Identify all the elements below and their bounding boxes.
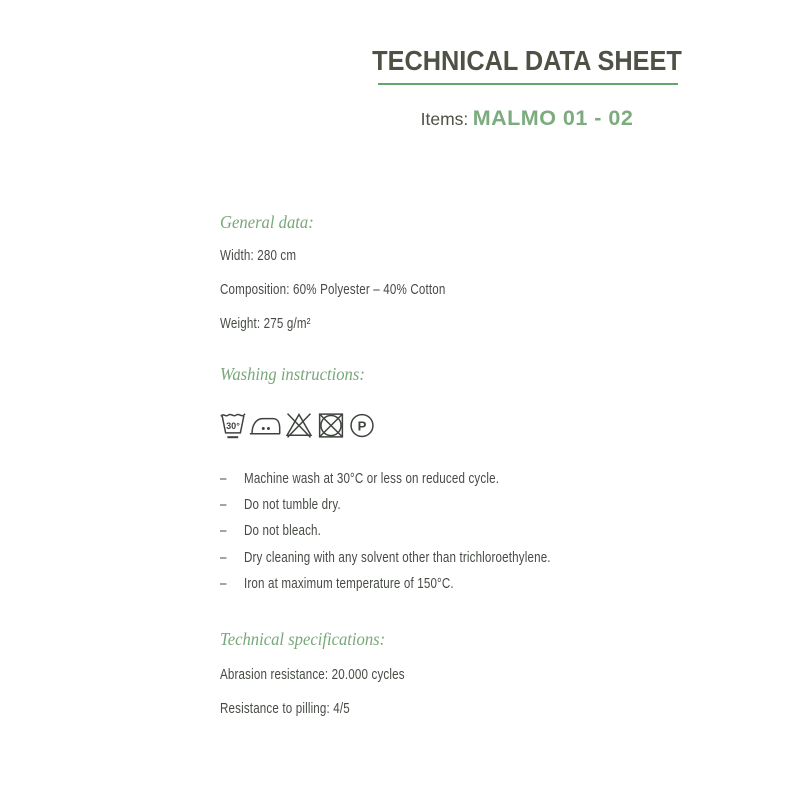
- do-not-tumble-dry-icon: [317, 410, 345, 441]
- bullet-dash: –: [220, 576, 227, 592]
- wash-30-reduced-icon: [220, 410, 246, 441]
- washing-bullet-1: [220, 470, 499, 488]
- general-row-width: Width: 280 cm: [220, 248, 297, 264]
- general-data-heading: General data:: [220, 212, 314, 232]
- technical-row-abrasion: Abrasion resistance: 20.000 cycles: [220, 667, 405, 683]
- bullet-dash: –: [220, 523, 227, 539]
- dry-clean-p-icon: [348, 410, 376, 441]
- bullet-text: Machine wash at 30°C or less on reduced cycle.: [244, 471, 500, 487]
- general-row-weight: Weight: 275 g/m²: [220, 316, 311, 332]
- wash-temp-label: 30°: [226, 420, 240, 431]
- items-line: [327, 104, 727, 135]
- washing-bullet-3: [220, 522, 321, 540]
- bullet-text: Dry cleaning with any solvent other than trichloroethylene.: [244, 550, 551, 566]
- bullet-text: Do not tumble dry.: [244, 497, 341, 513]
- items-value: MALMO 01 - 02: [472, 106, 634, 130]
- page-title: TECHNICAL DATA SHEET: [372, 45, 682, 76]
- technical-specifications-heading: Technical specifications:: [220, 629, 386, 649]
- iron-medium-heat-icon: [249, 410, 281, 441]
- washing-bullet-4: [220, 549, 551, 567]
- care-symbols-row: [220, 410, 376, 441]
- items-label: Items:: [420, 109, 469, 129]
- title-underline: [378, 83, 678, 85]
- dry-clean-letter: P: [357, 418, 367, 434]
- bullet-dash: –: [220, 550, 227, 566]
- bullet-text: Iron at maximum temperature of 150°C.: [244, 576, 454, 592]
- washing-bullet-5: [220, 575, 454, 593]
- do-not-bleach-icon: [284, 410, 314, 441]
- technical-row-pilling: Resistance to pilling: 4/5: [220, 701, 350, 717]
- bullet-text: Do not bleach.: [244, 523, 322, 539]
- bullet-dash: –: [220, 471, 227, 487]
- washing-bullet-2: [220, 496, 341, 514]
- general-row-composition: Composition: 60% Polyester – 40% Cotton: [220, 282, 446, 298]
- bullet-dash: –: [220, 497, 227, 513]
- washing-instructions-heading: Washing instructions:: [220, 364, 365, 384]
